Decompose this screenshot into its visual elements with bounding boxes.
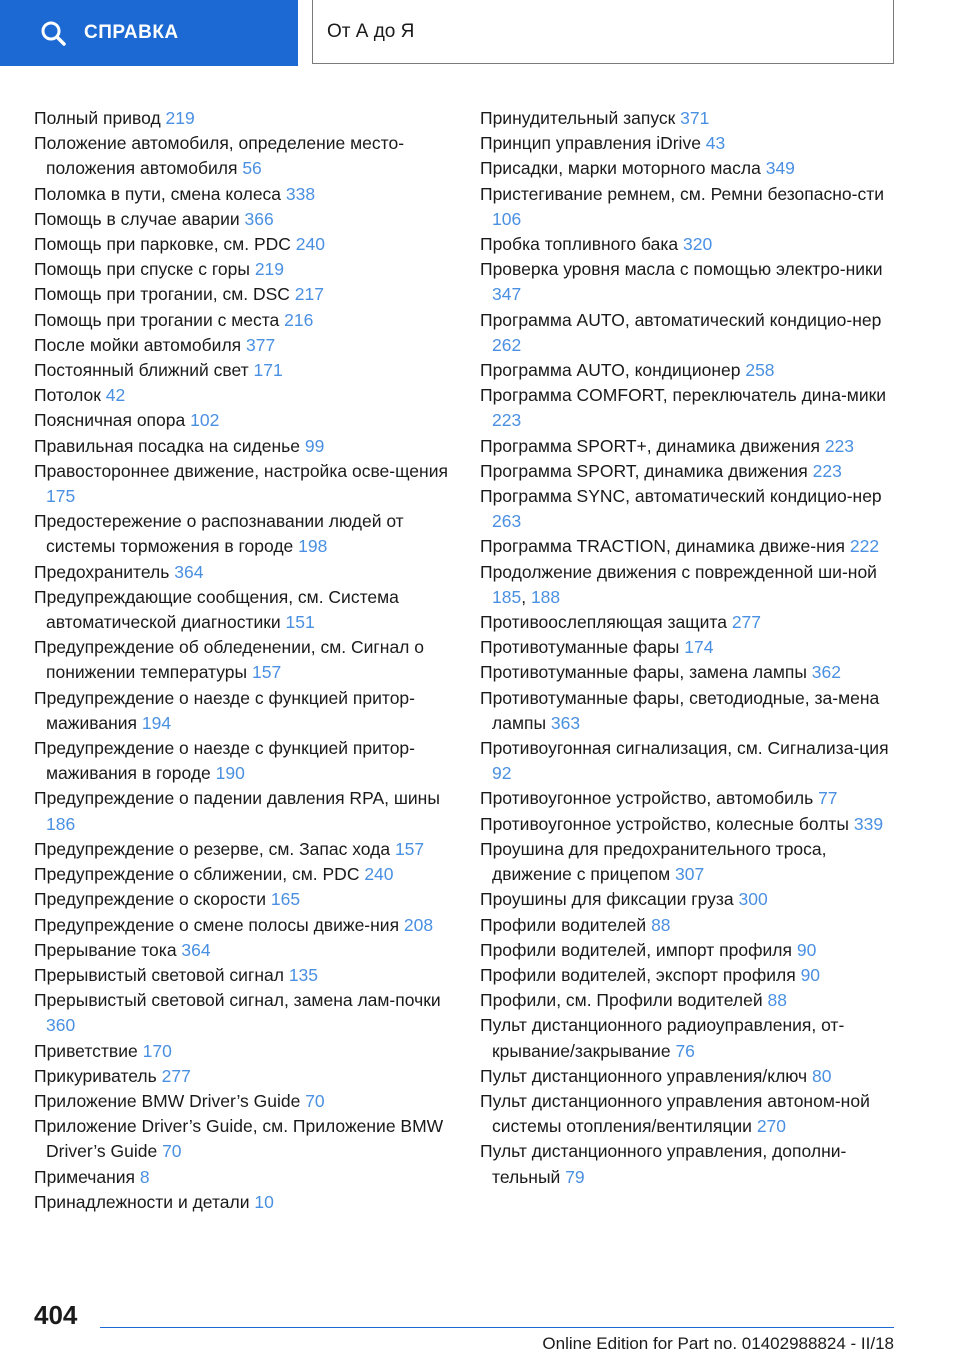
page-link[interactable]: 80	[812, 1065, 832, 1086]
page-link[interactable]: 377	[246, 334, 276, 355]
index-entry	[480, 963, 900, 988]
page-link[interactable]: 263	[492, 511, 522, 532]
footer-divider	[100, 1327, 894, 1328]
index-term: Предупреждение о наезде с функцией притор-маживания в городе	[34, 738, 415, 784]
index-entry	[34, 585, 454, 635]
index-entry	[480, 660, 900, 685]
page-link[interactable]: 10	[254, 1191, 274, 1212]
index-term: Пульт дистанционного управления, дополни-тельный	[480, 1141, 847, 1187]
header	[0, 0, 960, 66]
a-to-z-tab[interactable]	[312, 0, 894, 64]
index-column-left	[34, 106, 454, 1215]
index-entry: Продолжение движения с поврежденной ши-ной 185, 188	[480, 561, 877, 607]
index-entry	[480, 459, 900, 484]
index-entry	[480, 1064, 900, 1089]
page-link[interactable]: 8	[139, 1166, 150, 1187]
index-term: Противотуманные фары, замена лампы	[480, 662, 807, 683]
index-entry	[480, 812, 900, 837]
index-term: Помощь при трогании, см. DSC	[34, 284, 290, 305]
index-term: Пристегивание ремнем, см. Ремни безопасно-сти	[480, 183, 884, 204]
index-term: Пробка топливного бака	[480, 234, 679, 255]
index-entry	[34, 1039, 454, 1064]
page-link[interactable]: 349	[765, 158, 795, 179]
index-term: Противоослепляющая защита	[480, 612, 727, 633]
index-entry	[480, 358, 900, 383]
index-term: Помощь при трогании с места	[34, 309, 280, 330]
index-entry	[480, 534, 900, 559]
index-entry	[34, 635, 454, 685]
index-entry	[480, 988, 900, 1013]
page-link[interactable]: 198	[298, 536, 328, 557]
page-link[interactable]: 223	[492, 410, 522, 431]
index-entry	[34, 232, 454, 257]
index-term: Предупреждение о смене полосы движе-ния	[34, 914, 400, 935]
index-term: Принцип управления iDrive	[480, 133, 701, 154]
help-tab[interactable]	[0, 0, 298, 66]
index-entry	[34, 786, 454, 836]
index-term: Проушины для фиксации груза	[480, 889, 734, 910]
index-term: Предупреждение о сближении, см. PDC	[34, 864, 360, 885]
index-term: Помощь при спуске с горы	[34, 259, 250, 280]
page-link[interactable]: 77	[818, 788, 838, 809]
index-term: Программа TRACTION, динамика движе-ния	[480, 536, 846, 557]
page-link[interactable]: 42	[105, 385, 126, 406]
page-link[interactable]: 339	[853, 813, 884, 834]
index-entry	[34, 207, 454, 232]
index-entry	[34, 106, 454, 131]
index-entry	[34, 434, 454, 459]
page-link[interactable]: 277	[161, 1065, 191, 1086]
page-link[interactable]: 165	[270, 889, 301, 910]
index-term: Предостережение о распознавании людей от системы торможения в городе	[34, 511, 404, 557]
page-link[interactable]: 277	[731, 612, 762, 633]
index-term: Программа COMFORT, переключатель дина-мики	[480, 385, 887, 406]
index-column-right	[480, 106, 900, 1190]
index-entry	[34, 333, 454, 358]
index-term: Программа SPORT+, динамика движения	[480, 435, 820, 456]
index-term: Предупреждающие сообщения, см. Система автоматической диагностики	[34, 586, 399, 633]
page-link[interactable]: 219	[165, 108, 195, 128]
index-term: Предохранитель	[34, 561, 170, 582]
index-entry	[480, 308, 900, 358]
index-term: Пульт дистанционного управления/ключ	[480, 1065, 808, 1086]
index-term: Противотуманные фары	[480, 637, 680, 658]
page-link[interactable]: 364	[181, 939, 211, 960]
page-link[interactable]: 223	[824, 435, 855, 456]
index-entry	[34, 358, 454, 383]
index-entry	[34, 560, 454, 585]
index-term: Противоугонное устройство, колесные болты	[480, 813, 850, 834]
index-entry	[34, 1190, 454, 1215]
page-link[interactable]: 106	[492, 208, 522, 229]
page-link[interactable]: 216	[284, 309, 314, 330]
page-number: 404	[34, 1300, 78, 1330]
index-term: Предупреждение о скорости	[34, 889, 266, 910]
index-entry	[480, 635, 900, 660]
page-link[interactable]: 185	[492, 586, 522, 607]
footer-edition: Online Edition for Part no. 01402988824 - II/18	[542, 1334, 894, 1353]
index-entry	[34, 988, 454, 1038]
index-entry	[480, 484, 900, 534]
index-entry	[34, 282, 454, 307]
index-entry	[34, 963, 454, 988]
page-link[interactable]: 175	[46, 486, 76, 507]
index-entry	[480, 1089, 900, 1139]
index-term: Противоугонное устройство, автомобиль	[480, 788, 814, 809]
index-entry	[34, 408, 454, 433]
a-to-z-tab-label: От А до Я	[327, 20, 415, 42]
index-term: Проушина для предохранительного троса, движение с прицепом	[480, 838, 827, 885]
page-link[interactable]: 88	[767, 990, 787, 1011]
index-entry	[34, 1165, 454, 1190]
page-link[interactable]: 99	[304, 435, 325, 456]
page-link[interactable]: 360	[46, 1015, 76, 1036]
page-link[interactable]: 270	[756, 1116, 787, 1137]
page-link[interactable]: 188	[530, 586, 561, 607]
index-entry	[480, 182, 900, 232]
index-term: Принудительный запуск	[480, 108, 676, 128]
index-entry	[34, 459, 454, 509]
page-link[interactable]: 258	[745, 360, 775, 381]
index-entry	[480, 156, 900, 181]
index-entry	[480, 1139, 900, 1189]
index-term: Помощь при парковке, см. PDC	[34, 234, 291, 255]
page-link[interactable]: 371	[680, 108, 710, 128]
index-term: Поломка в пути, смена колеса	[34, 183, 282, 204]
index-term: Программа SPORT, динамика движения	[480, 460, 808, 481]
index-term: Прерывистый световой сигнал	[34, 964, 284, 985]
index-entry	[480, 1013, 900, 1063]
index-term: Пульт дистанционного управления автоном-ной системы отопления/вентиляции	[480, 1090, 870, 1137]
page-link[interactable]: 217	[294, 284, 324, 305]
index-entry	[34, 131, 454, 181]
page-link[interactable]: 92	[492, 763, 512, 784]
page-link[interactable]: 56	[242, 158, 262, 179]
page-link[interactable]: 174	[684, 637, 714, 658]
index-term: Предупреждение о резерве, см. Запас хода	[34, 838, 391, 859]
index-entry	[34, 257, 454, 282]
index-term: Принадлежности и детали	[34, 1191, 250, 1212]
index-term: Потолок	[34, 385, 101, 406]
page-link[interactable]: 222	[849, 536, 880, 557]
index-term: Противотуманные фары, светодиодные, за-мена лампы	[480, 687, 880, 733]
page-link[interactable]: 157	[394, 838, 425, 859]
page-link[interactable]: 171	[253, 360, 283, 381]
index-term: Профили, см. Профили водителей	[480, 990, 763, 1011]
index-entry	[34, 1064, 454, 1089]
index-entry	[34, 736, 454, 786]
index-entry	[34, 308, 454, 333]
page-link[interactable]: 366	[244, 208, 274, 229]
index-entry	[480, 887, 900, 912]
index-entry	[34, 686, 454, 736]
index-entry	[480, 686, 900, 736]
page-link[interactable]: 362	[811, 662, 841, 683]
page-link[interactable]: 300	[738, 889, 768, 910]
index-term: Проверка уровня масла с помощью электро-ники	[480, 259, 883, 280]
index-term: Положение автомобиля, определение место-положения автомобиля	[34, 133, 405, 179]
index-term: Помощь в случае аварии	[34, 208, 240, 229]
index-entry	[34, 837, 454, 862]
index-term: Приложение Driver’s Guide, см. Приложение BMW Driver’s Guide	[34, 1116, 444, 1162]
index-entry	[34, 383, 454, 408]
index-entry	[480, 434, 900, 459]
index-term: Правильная посадка на сиденье	[34, 435, 300, 456]
page-link[interactable]: 364	[174, 561, 204, 582]
page-link[interactable]: 307	[675, 864, 705, 885]
page-link[interactable]: 240	[364, 864, 394, 885]
page-link[interactable]: 135	[288, 964, 319, 985]
index-entry	[480, 131, 900, 156]
page-link[interactable]: 88	[651, 914, 671, 935]
index-entry	[34, 938, 454, 963]
index-entry	[480, 938, 900, 963]
index-term: Профили водителей, импорт профиля	[480, 939, 792, 960]
index-entry	[480, 837, 900, 887]
help-tab-label: СПРАВКА	[84, 22, 179, 43]
index-term: Продолжение движения с поврежденной ши-ной	[480, 561, 877, 582]
page-link[interactable]: 208	[403, 914, 434, 935]
page-link[interactable]: 190	[215, 763, 245, 784]
index-entry	[480, 257, 900, 307]
page-link[interactable]: 76	[675, 1040, 695, 1061]
index-term: После мойки автомобиля	[34, 334, 242, 355]
page-link[interactable]: 170	[142, 1040, 172, 1061]
index-term: Предупреждение о падении давления RPA, шины	[34, 788, 440, 809]
index-term: Постоянный ближний свет	[34, 360, 249, 381]
page-link[interactable]: 157	[252, 662, 282, 683]
page-link[interactable]: 151	[285, 612, 315, 633]
index-term: Программа AUTO, автоматический кондицио-нер	[480, 309, 882, 330]
page-link[interactable]: 102	[190, 410, 220, 431]
index-entry	[480, 736, 900, 786]
index-term: Правостороннее движение, настройка осве-щения	[34, 460, 448, 481]
index-term: Приветствие	[34, 1040, 138, 1061]
index-term: Предупреждение о наезде с функцией притор-маживания	[34, 687, 415, 733]
index-term: Прерывистый световой сигнал, замена лам-почки	[34, 990, 441, 1011]
index-entry	[34, 182, 454, 207]
page-link[interactable]: 363	[550, 712, 581, 733]
index-entry	[34, 1114, 454, 1164]
index-entry	[480, 786, 900, 811]
index-entry	[480, 610, 900, 635]
page-link[interactable]: 338	[285, 183, 316, 204]
index-entry	[480, 106, 900, 131]
page-link[interactable]: 219	[254, 259, 285, 280]
index-entry	[34, 862, 454, 887]
index-term: Предупреждение об обледенении, см. Сигнал о понижении температуры	[34, 637, 424, 683]
index-term: Прерывание тока	[34, 939, 177, 960]
page-link[interactable]: 223	[812, 460, 842, 481]
index-term: Программа AUTO, кондиционер	[480, 360, 741, 381]
index-term: Профили водителей, экспорт профиля	[480, 964, 796, 985]
index-entry	[34, 913, 454, 938]
index-entry	[480, 383, 900, 433]
index-entry	[34, 1089, 454, 1114]
page-link[interactable]: 43	[705, 133, 726, 154]
index-entry	[480, 913, 900, 938]
page-link[interactable]: 90	[800, 964, 821, 985]
index-term: Противоугонная сигнализация, см. Сигнализа-ция	[480, 738, 889, 759]
page-link[interactable]: 90	[796, 939, 817, 960]
index-term: Присадки, марки моторного масла	[480, 158, 761, 179]
index-term: Приложение BMW Driver’s Guide	[34, 1090, 301, 1111]
page-link[interactable]: 240	[295, 234, 325, 255]
index-entry	[480, 232, 900, 257]
page-link[interactable]: 79	[565, 1166, 585, 1187]
page-link[interactable]: 262	[492, 334, 522, 355]
index-term: Пульт дистанционного радиоуправления, от-крывание/закрывание	[480, 1015, 845, 1061]
page-link[interactable]: 320	[683, 234, 713, 255]
page-link[interactable]: 70	[162, 1141, 182, 1162]
page-link[interactable]: 70	[305, 1090, 325, 1111]
index-entry	[34, 887, 454, 912]
search-icon	[40, 20, 66, 46]
index-term: Прикуриватель	[34, 1065, 157, 1086]
index-term: Полный привод	[34, 108, 161, 128]
index-term: Программа SYNC, автоматический кондицио-нер	[480, 486, 882, 507]
page-link[interactable]: 186	[46, 813, 76, 834]
page-link[interactable]: 347	[492, 284, 522, 305]
index-entry	[34, 509, 454, 559]
index-term: Примечания	[34, 1166, 136, 1187]
page-link[interactable]: 194	[141, 712, 172, 733]
index-term: Профили водителей	[480, 914, 647, 935]
index-term: Поясничная опора	[34, 410, 186, 431]
